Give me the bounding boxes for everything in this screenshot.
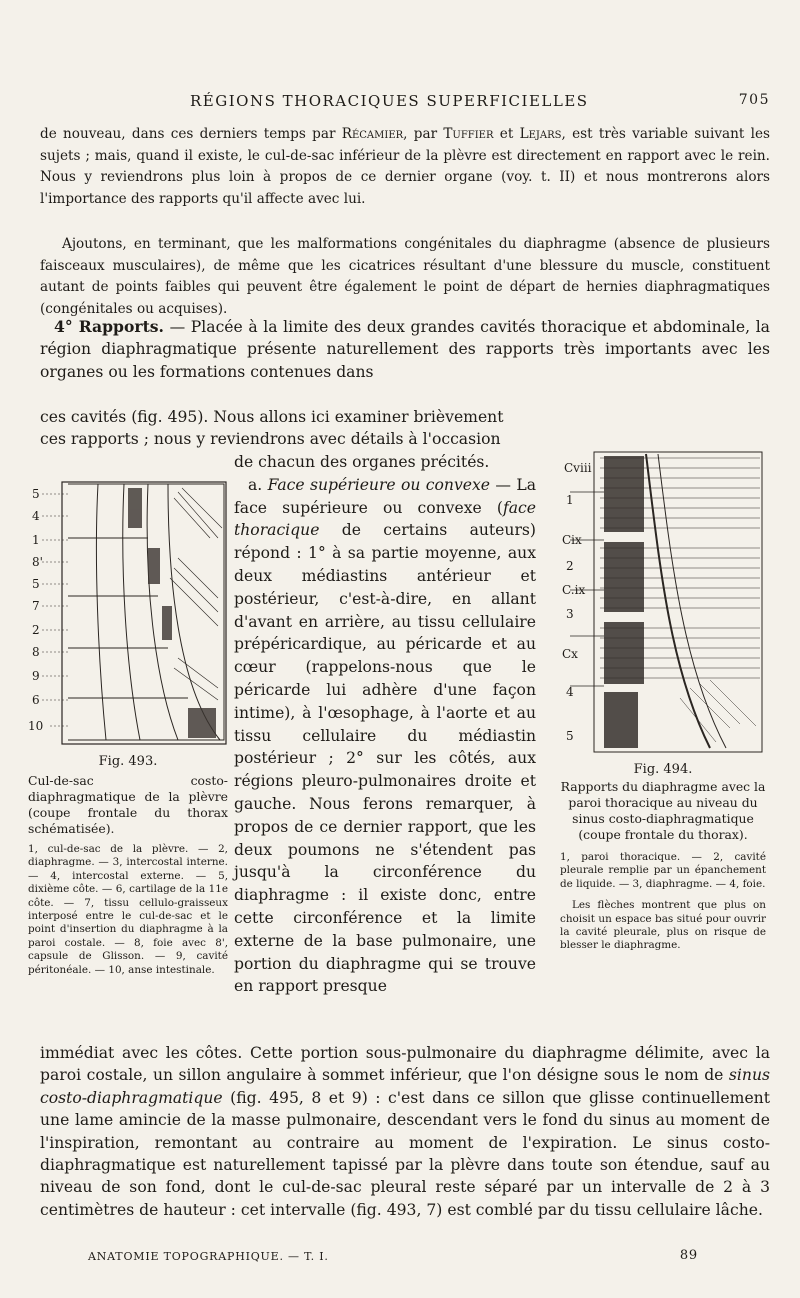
figure-494	[560, 448, 766, 953]
text-run: , par	[403, 126, 444, 142]
page-number: 705	[738, 92, 770, 108]
text-line: ces cavités (fig. 495). Nous allons ici examiner brièvement	[40, 408, 504, 426]
italic-term: face thoracique	[234, 498, 536, 540]
running-head	[40, 92, 770, 114]
text-run: — La face supérieure ou convexe (	[234, 475, 536, 517]
fig494-title: Fig. 494.	[633, 762, 693, 777]
text-run: (fig. 495, 8 et 9) : c'est dans ce sillon que glisse continuellement une lame amincie de la masse pulmonaire, descendant vers le fond du sinus au moment de l'inspiration, remontant au contraire au moment de l'expiration. Le sinus costo-diaphragmatique est naturellement tapissé par la plèvre dans toute son étendue, sauf au niveau de son fond, dont le cul-de-sac pleural reste séparé par un intervalle de 2 à 3 centimètres de hauteur : cet intervalle (fig. 493, 7) est comblé par du tissu cellulaire lâche.	[40, 1088, 770, 1219]
fig493-label: 2	[32, 623, 40, 637]
fig494-label: Cⅸ	[562, 533, 582, 547]
author-name: Récamier	[341, 126, 404, 142]
figure-494-illustration	[560, 448, 766, 760]
fig493-label: 7	[32, 599, 40, 613]
text-line: de chacun des organes précités.	[234, 453, 490, 471]
text-run: immédiat avec les côtes. Cette portion sous-pulmonaire du diaphragme délimite, avec la paroi costale, un sillon angulaire à sommet inférieur, que l'on désigne sous le nom de	[40, 1044, 770, 1085]
fig494-label: 1	[566, 493, 574, 507]
paragraph-sinus	[40, 1042, 770, 1221]
page-footer	[88, 1250, 698, 1268]
fig493-title: Fig. 493.	[98, 754, 158, 769]
footer-running-title: ANATOMIE TOPOGRAPHIQUE. — T. I.	[88, 1250, 329, 1263]
section-rapports-lines	[40, 406, 536, 450]
author-name: Lejars	[519, 126, 562, 142]
fig493-label: 8'	[32, 555, 43, 569]
author-name: Tuffier	[443, 126, 494, 142]
text-run: , est très variable suivant les sujets ; mais, quand il existe, le cul-de-sac inférieur de la plèvre est directement en rapport avec le rein. Nous y reviendrons plus loin à propos de ce dernier organe (voy. t. II) et nous montrerons alors l'importance des rapports qu'il affecte avec lui.	[40, 126, 770, 207]
running-head-title: RÉGIONS THORACIQUES SUPERFICIELLES	[190, 92, 589, 110]
fig493-label: 8	[32, 645, 40, 659]
fig494-legend: 1, paroi thoracique. — 2, cavité pleurale remplie par un épanchement de liquide. — 3, diaphragme. — 4, foie.	[560, 851, 766, 890]
subsection-title: Face supérieure ou convexe	[267, 475, 491, 494]
fig493-label: 6	[32, 693, 40, 707]
fig494-note: Les flèches montrent que plus on choisit un espace bas situé pour ouvrir la cavité pleurale, plus on risque de blesser le diaphragme.	[560, 899, 766, 952]
fig493-label: 10	[28, 719, 44, 733]
paragraph-malformations: Ajoutons, en terminant, que les malformations congénitales du diaphragme (absence de plusieurs faisceaux musculaires), de même que les cicatrices résultant d'une blessure du muscle, constituent autant de points faibles qui peuvent être également le point de départ de hernies diaphragmatiques (congénitales ou acquises).	[40, 236, 770, 317]
fig494-label: C.ⅸ	[562, 583, 586, 597]
fig494-label: 4	[566, 685, 574, 699]
fig494-caption: Rapports du diaphragme avec la paroi thoracique au niveau du sinus costo-diaphragmatique (coupe frontale du thorax).	[560, 779, 766, 842]
text-run: — Placée à la limite des deux grandes cavités thoracique et abdominale, la région diaphragmatique présente naturellement des rapports très importants avec les organes ou les formations contenues dans	[40, 318, 770, 381]
text-line: ces rapports ; nous y reviendrons avec détails à l'occasion	[40, 430, 501, 448]
figure-493	[28, 478, 228, 977]
fig493-label: 5	[32, 577, 40, 591]
italic-term: sinus costo-diaphragmatique	[40, 1066, 770, 1107]
fig493-label: 9	[32, 669, 40, 683]
fig493-label: 5	[32, 487, 40, 501]
fig494-label: Cⅹ	[562, 647, 578, 661]
fig494-label: Cvⅲ	[564, 461, 592, 475]
signature-mark: 89	[679, 1248, 698, 1263]
fig493-legend: 1, cul-de-sac de la plèvre. — 2, diaphragme. — 3, intercostal interne. — 4, intercostal externe. — 5, dixième côte. — 6, cartilage de la 11e côte. — 7, tissu cellulo-graisseux interposé entre le cul-de-sac et le point d'insertion du diaphragme à la paroi costale. — 8, foie avec 8', capsule de Glisson. — 9, cavité péritonéale. — 10, anse intestinale.	[28, 843, 228, 976]
fig493-caption: Cul-de-sac costo-diaphragmatique de la plèvre (coupe frontale du thorax schématisée).	[28, 773, 228, 836]
text-run: et	[493, 126, 520, 142]
paragraph-kidney	[40, 124, 770, 210]
fig494-label: 5	[566, 729, 574, 743]
figure-493-illustration	[28, 478, 228, 748]
fig494-label: 2	[566, 559, 574, 573]
section-heading: 4° Rapports.	[54, 317, 164, 336]
column-face-superieure	[234, 451, 536, 998]
face-superieure-paragraph	[234, 474, 536, 998]
text-run: a.	[248, 475, 268, 494]
text-run: de nouveau, dans ces derniers temps par	[40, 126, 342, 142]
section-rapports-lead	[40, 316, 770, 383]
text-run: de certains auteurs) répond : 1° à sa partie moyenne, aux deux médiastins antérieur et postérieur, c'est-à-dire, en allant d'avant en arrière, au tissu cellulaire prépéricardique, au péricarde et au cœur (rappelons-nous que le péricarde lui adhère d'une façon intime), à l'œsophage, à l'aorte et au tissu cellulaire du médiastin postérieur ; 2° sur les côtés, aux régions pleuro-pulmonaires droite et gauche. Nous ferons remarquer, à propos de ce dernier rapport, que les deux poumons ne s'étendent pas jusqu'à la circonférence du diaphragme : il existe donc, entre cette circonférence et la limite externe de la base pulmonaire, une portion du diaphragme qui se trouve en rapport presque	[234, 521, 536, 996]
fig494-label: 3	[566, 607, 574, 621]
fig493-label: 4	[32, 509, 40, 523]
fig493-label: 1	[32, 533, 40, 547]
